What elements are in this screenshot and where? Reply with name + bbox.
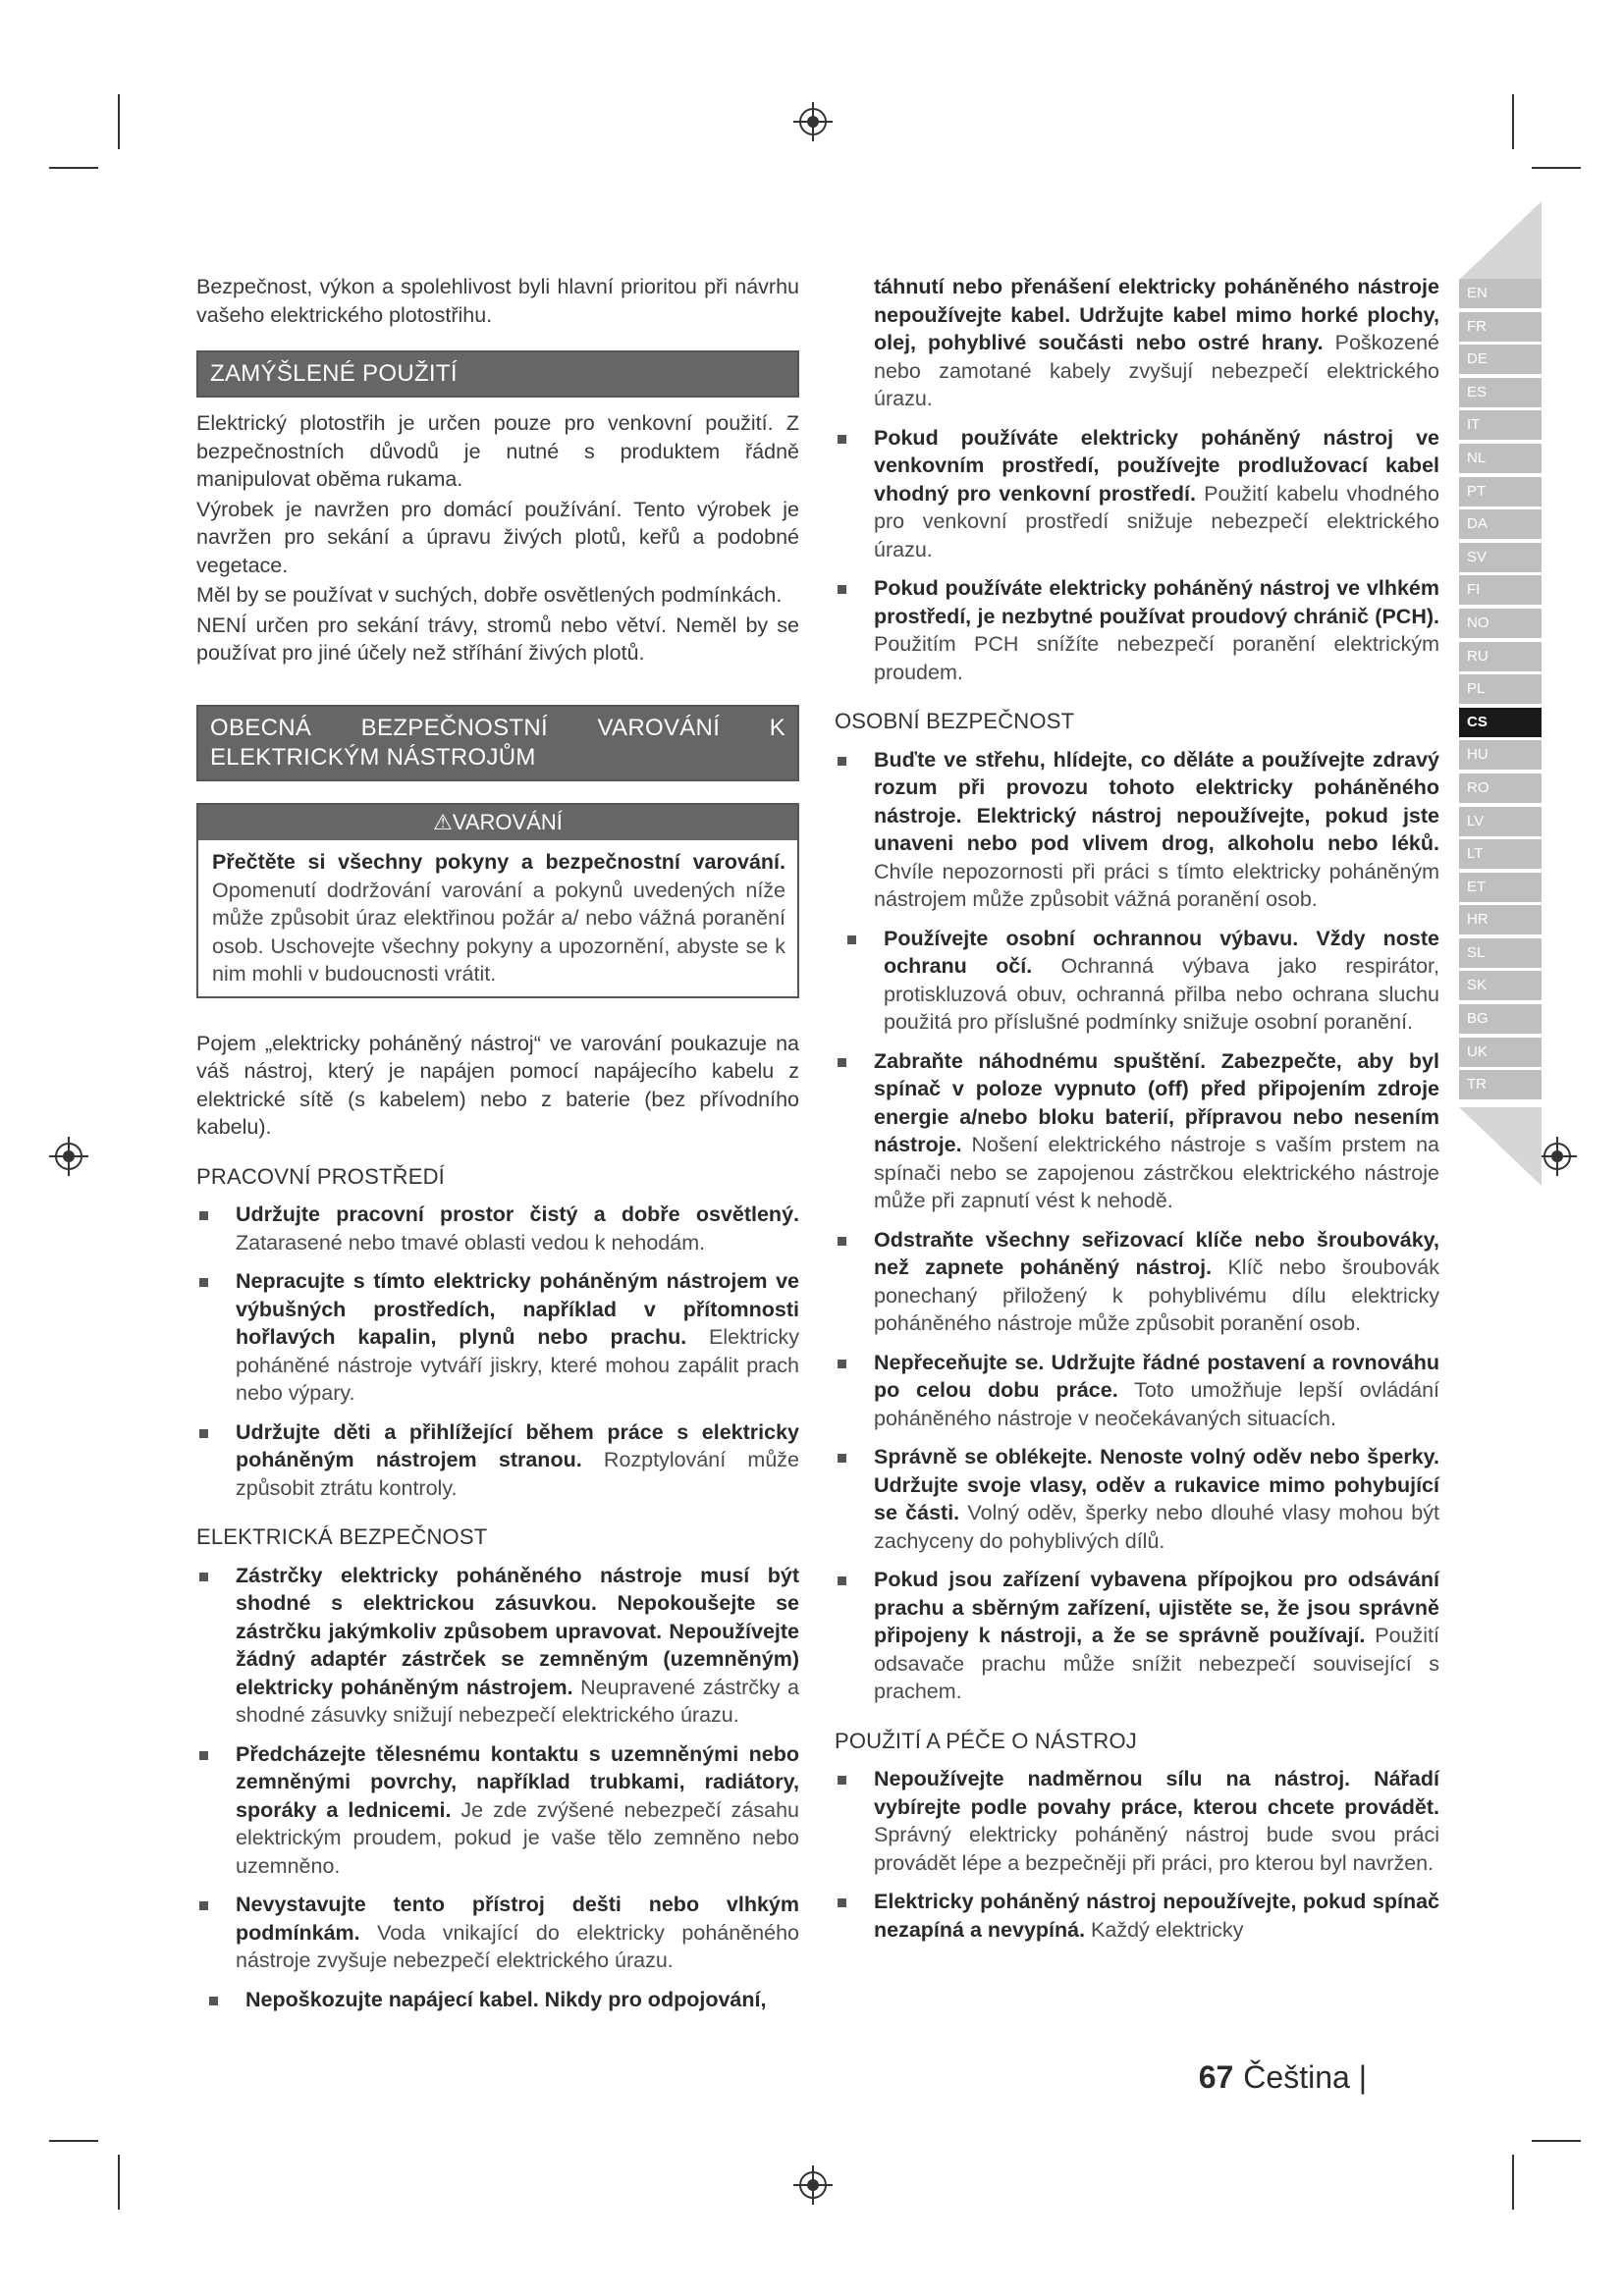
item-text: Použitím PCH snížíte nebezpečí poranění elektrickým proudem. xyxy=(874,632,1439,684)
list-item-cord xyxy=(196,1986,799,2014)
language-tabs xyxy=(1459,279,1542,1103)
warning-header xyxy=(198,805,797,841)
tab-de[interactable]: DE xyxy=(1459,345,1542,374)
left-column xyxy=(196,273,799,2013)
item-bold: Udržujte pracovní prostor čistý a dobře osvětlený. xyxy=(236,1202,799,1226)
tab-da[interactable]: DA xyxy=(1459,509,1542,539)
item-bold: Pokud používáte elektricky poháněný nástroj ve venkovním prostředí, používejte prodlužovací kabel vhodný pro venkovní prostředí. xyxy=(874,425,1439,506)
tab-fi[interactable]: FI xyxy=(1459,575,1542,605)
item-text: Chvíle nepozornosti při práci s tímto elektricky poháněným nástrojem může způsobit vážná poranění osob. xyxy=(874,859,1439,911)
page-footer xyxy=(1199,2059,1367,2096)
page-number: 67 xyxy=(1198,2059,1234,2095)
tab-hu[interactable]: HU xyxy=(1459,740,1542,770)
cord-bold-part1: Nepoškozujte napájecí kabel. Nikdy pro odpojování, xyxy=(245,1987,767,2011)
item-text: Je zde zvýšené nebezpečí zásahu elektrickým proudem, pokud je vaše tělo zemněno nebo uzemněno. xyxy=(236,1797,799,1878)
item-text: Použití kabelu vhodného pro venkovní prostředí snižuje nebezpečí elektrického úrazu. xyxy=(874,481,1439,561)
crop-mark xyxy=(118,94,120,149)
item-text: Ochranná výbava jako respirátor, protiskluzová obuv, ochranná přilba nebo ochrana sluchu použitá pro příslušné podmínky snižuje osobní poranění. xyxy=(884,954,1439,1034)
section-banner-intended-use: ZAMÝŠLENÉ POUŽITÍ xyxy=(196,350,799,398)
intended-use-p1: Elektrický plotostřih je určen pouze pro venkovní použití. Z bezpečnostních důvodů je nutné s produktem řádně manipulovat oběma rukama. xyxy=(196,411,799,491)
right-column xyxy=(835,273,1439,1954)
item-bold: Nepřeceňujte se. Udržujte řádné postavení a rovnováhu po celou dobu práce. xyxy=(874,1350,1439,1402)
tab-ro[interactable]: RO xyxy=(1459,774,1542,803)
list-item xyxy=(196,1740,799,1881)
warning-bold-text: Přečtěte si všechny pokyny a bezpečnostní varování. xyxy=(212,850,785,874)
tab-uk[interactable]: UK xyxy=(1459,1038,1542,1067)
tab-sk[interactable]: SK xyxy=(1459,971,1542,1000)
item-bold: Správně se oblékejte. Nenoste volný oděv nebo šperky. Udržujte svoje vlasy, oděv a rukavice mimo pohybující se části. xyxy=(874,1445,1439,1524)
list-item xyxy=(835,1047,1439,1215)
warning-triangle-icon: ⚠ xyxy=(433,809,453,834)
item-text: Rozptylování může způsobit ztrátu kontroly. xyxy=(236,1448,800,1500)
work-area-list xyxy=(196,1201,799,1502)
crop-mark xyxy=(1512,2155,1514,2210)
item-text: Neupravené zástrčky a shodné zásuvky snižují nebezpečí elektrického úrazu. xyxy=(236,1675,800,1727)
heading-electrical: ELEKTRICKÁ BEZPEČNOST xyxy=(196,1524,488,1549)
list-item xyxy=(835,1226,1439,1338)
list-item xyxy=(835,1349,1439,1433)
tab-es[interactable]: ES xyxy=(1459,378,1542,407)
tab-lt[interactable]: LT xyxy=(1459,839,1542,869)
list-item xyxy=(835,1888,1439,1944)
heading-work-area: PRACOVNÍ PROSTŘEDÍ xyxy=(196,1163,445,1189)
heading-personal: OSOBNÍ BEZPEČNOST xyxy=(835,709,1075,733)
item-bold: Zástrčky elektricky poháněného nástroje musí být shodné s elektrickou zásuvkou. Nepokoušejte se zástrčku jakýmkoliv způsobem upravovat. Nepoužívejte žádný adaptér zástrček se zemněným (uzemněným) elektricky poháněným nástrojem. xyxy=(236,1563,799,1699)
electrical-list xyxy=(196,1562,799,2014)
tool-use-list xyxy=(835,1765,1439,1944)
item-text: Voda vnikající do elektricky poháněného nástroje zvyšuje nebezpečí elektrického úrazu. xyxy=(236,1920,799,1972)
item-bold: Zabraňte náhodnému spuštění. Zabezpečte, aby byl spínač v poloze vypnuto (off) před připojením zdroje energie a/nebo bloku baterií, přípravou nebo nesením nástroje. xyxy=(874,1048,1439,1156)
crop-mark xyxy=(1512,94,1514,149)
intended-use-p2: Výrobek je navržen pro domácí používání. Tento výrobek je navržen pro sekání a úpravu živých plotů, keřů a podobné vegetace. xyxy=(196,497,799,577)
list-item xyxy=(835,1566,1439,1706)
list-item xyxy=(835,1765,1439,1877)
heading-tool-use: POUŽITÍ A PÉČE O NÁSTROJ xyxy=(835,1728,1137,1753)
item-text: Toto umožňuje lepší ovládání poháněného nástroje v neočekávaných situacích. xyxy=(874,1378,1439,1430)
tab-no[interactable]: NO xyxy=(1459,609,1542,638)
list-item xyxy=(196,1418,799,1503)
cord-continuation xyxy=(835,273,1439,413)
item-text: Poškozené nebo zamotané kabely zvyšují nebezpečí elektrického úrazu. xyxy=(874,331,1439,410)
item-bold: Používejte osobní ochrannou výbavu. Vždy noste ochranu očí. xyxy=(884,926,1439,978)
tab-ru[interactable]: RU xyxy=(1459,642,1542,671)
warning-box xyxy=(196,803,799,998)
item-bold: Odstraňte všechny seřizovací klíče nebo šroubováky, než zapnete poháněný nástroj. xyxy=(874,1227,1439,1279)
tab-lv[interactable]: LV xyxy=(1459,807,1542,836)
tab-hr[interactable]: HR xyxy=(1459,905,1542,934)
term-note: Pojem „elektricky poháněný nástroj“ ve varování poukazuje na váš nástroj, který je napájen pomocí napájecího kabelu z elektrické sítě (s kabelem) nebo z baterie (bez přívodního kabelu). xyxy=(196,1031,799,1139)
tab-it[interactable]: IT xyxy=(1459,410,1542,440)
crop-mark xyxy=(118,2155,120,2210)
item-bold: Elektricky poháněný nástroj nepoužívejte, pokud spínač nezapíná a nevypíná. xyxy=(874,1890,1439,1942)
personal-list xyxy=(835,746,1439,1706)
tab-corner-shape xyxy=(1459,201,1542,280)
item-text: Každý elektricky xyxy=(1085,1917,1244,1942)
list-item xyxy=(835,1443,1439,1555)
item-bold: Udržujte děti a přihlížející během práce s elektricky poháněným nástrojem stranou. xyxy=(236,1419,799,1471)
item-text: Elektricky poháněné nástroje vytváří jiskry, které mohou zapálit prach nebo výpary. xyxy=(236,1325,799,1405)
item-text: Zatarasené nebo tmavé oblasti vedou k nehodám. xyxy=(236,1230,706,1255)
warning-body xyxy=(198,840,797,996)
registration-mark-icon xyxy=(1538,1137,1577,1176)
crop-mark xyxy=(49,167,98,169)
registration-mark-icon xyxy=(49,1137,88,1176)
tab-pl[interactable]: PL xyxy=(1459,674,1542,704)
tab-pt[interactable]: PT xyxy=(1459,477,1542,507)
item-bold: Pokud používáte elektricky poháněný nástroj ve vlhkém prostředí, je nezbytné používat proudový chránič (PCH). xyxy=(874,576,1439,628)
item-text: Klíč nebo šroubovák ponechaný přiložený k pohyblivému dílu elektricky poháněného nástroje může způsobit poranění osob. xyxy=(874,1255,1439,1335)
tab-sl[interactable]: SL xyxy=(1459,938,1542,968)
tab-bottom-shape xyxy=(1459,1107,1542,1186)
list-item xyxy=(196,1267,799,1408)
tab-cs[interactable]: CS xyxy=(1459,708,1542,737)
registration-mark-icon xyxy=(793,102,833,141)
item-text: Použití odsavače prachu může snížit nebezpečí související s prachem. xyxy=(874,1624,1439,1703)
tab-sv[interactable]: SV xyxy=(1459,543,1542,572)
crop-mark xyxy=(1532,167,1581,169)
section-banner-general-safety: OBECNÁ BEZPEČNOSTNÍ VAROVÁNÍ K ELEKTRICKÝM NÁSTROJŮM xyxy=(196,705,799,781)
item-bold: Nepoužívejte nadměrnou sílu na nástroj. Nářadí vybírejte podle povahy práce, kterou chcete provádět. xyxy=(874,1767,1439,1819)
crop-mark xyxy=(1532,2140,1581,2142)
item-text: Volný oděv, šperky nebo dlouhé vlasy mohou být zachyceny do pohyblivých dílů. xyxy=(874,1501,1439,1553)
tab-fr[interactable]: FR xyxy=(1459,312,1542,342)
tab-nl[interactable]: NL xyxy=(1459,444,1542,473)
list-item xyxy=(196,1891,799,1975)
item-bold: Předcházejte tělesnému kontaktu s uzemněnými nebo zemněnými povrchy, například trubkami, radiátory, sporáky a lednicemi. xyxy=(236,1741,799,1822)
crop-mark xyxy=(49,2140,98,2142)
item-bold: Nepracujte s tímto elektricky poháněným nástrojem ve výbušných prostředích, například v přítomnosti hořlavých kapalin, plynů nebo prachu. xyxy=(236,1269,799,1349)
tab-tr[interactable]: TR xyxy=(1459,1070,1542,1099)
item-text: Nošení elektrického nástroje s vaším prstem na spínači nebo se zapojenou zástrčkou elektrického nástroje může při zapnutí vést k nehodě. xyxy=(874,1133,1439,1212)
list-item xyxy=(835,925,1439,1037)
list-item xyxy=(835,574,1439,686)
intro-text: Bezpečnost, výkon a spolehlivost byli hlavní prioritou při návrhu vašeho elektrického plotostřihu. xyxy=(196,275,799,327)
list-item xyxy=(196,1562,799,1730)
list-item xyxy=(835,424,1439,564)
item-bold: Buďte ve střehu, hlídejte, co děláte a používejte zdravý rozum při provozu tohoto elektricky poháněného nástroje. Elektrický nástroj nepoužívejte, pokud jste unaveni nebo pod vlivem drog, alkoholu nebo léků. xyxy=(874,747,1439,855)
registration-mark-icon xyxy=(793,2165,833,2205)
cord-bold-part2: táhnutí nebo přenášení elektricky poháněného nástroje nepoužívejte kabel. Udržujte kabel mimo horké plochy, olej, pohyblivé součásti nebo ostré hrany. xyxy=(874,275,1439,354)
item-bold: Nevystavujte tento přístroj dešti nebo vlhkým podmínkám. xyxy=(236,1893,799,1945)
tab-et[interactable]: ET xyxy=(1459,873,1542,902)
list-item xyxy=(835,746,1439,914)
item-bold: Pokud jsou zařízení vybavena přípojkou pro odsávání prachu a sběrným zařízení, ujistěte se, že jsou správně připojeny k nástroji, a že se správně používají. xyxy=(874,1568,1439,1647)
list-item xyxy=(196,1201,799,1256)
warning-text: Opomenutí dodržování varování a pokynů uvedených níže může způsobit úraz elektřinou požár a/ nebo vážná poranění osob. Uschovejte všechny pokyny a upozornění, abyste se k nim mohli v budoucnosti vrátit. xyxy=(212,878,785,986)
intended-use-p3: Měl by se používat v suchých, dobře osvětlených podmínkách. xyxy=(196,583,783,607)
warning-title: VAROVÁNÍ xyxy=(452,809,563,834)
item-text: Správný elektricky poháněný nástroj bude svou práci provádět lépe a bezpečněji při práci, pro kterou byl navržen. xyxy=(874,1823,1439,1875)
footer-language: Čeština | xyxy=(1243,2059,1367,2095)
tab-bg[interactable]: BG xyxy=(1459,1004,1542,1034)
tab-en[interactable]: EN xyxy=(1459,279,1542,308)
intended-use-p4: NENÍ určen pro sekání trávy, stromů nebo větví. Neměl by se používat pro jiné účely než stříhání živých plotů. xyxy=(196,613,799,665)
electrical-list-cont xyxy=(835,424,1439,687)
